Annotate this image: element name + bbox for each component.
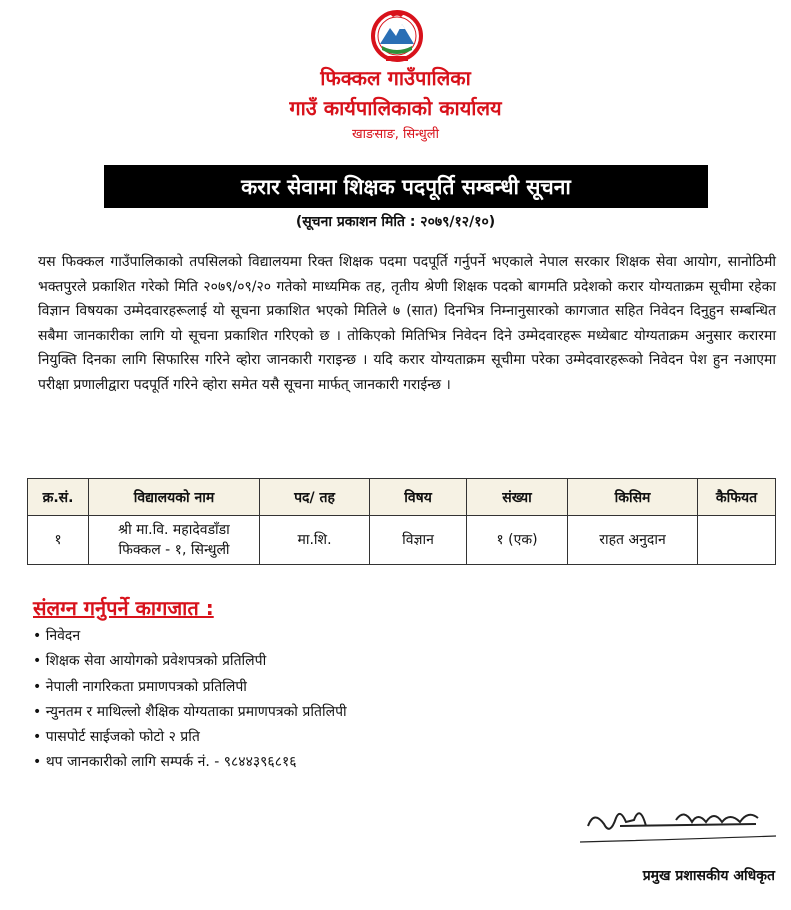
office-name: फिक्कल गाउँपालिका <box>320 66 471 90</box>
notice-title: करार सेवामा शिक्षक पदपूर्ति सम्बन्धी सूचना <box>241 174 571 199</box>
table-row <box>28 516 776 565</box>
col-header-remarks: कैफियत <box>698 479 776 516</box>
school-address: फिक्कल - १, सिन्धुली <box>118 542 230 558</box>
cell-type: राहत अनुदान <box>568 516 698 565</box>
col-header-school: विद्यालयको नाम <box>89 479 260 516</box>
cell-subject: विज्ञान <box>370 516 467 565</box>
notice-title-banner <box>104 165 708 208</box>
publication-date: (सूचना प्रकाशन मिति : २०७९/१२/१०) <box>295 214 496 230</box>
signature-image <box>580 796 776 846</box>
cell-post: मा.शि. <box>260 516 370 565</box>
attachments-list <box>33 624 347 776</box>
school-name: श्री मा.वि. महादेवडाँडा <box>118 522 230 538</box>
list-item: • थप जानकारीको लागि सम्पर्क नं. - ९८४४३९६८१६ <box>33 750 347 775</box>
table-header-row <box>28 479 776 516</box>
list-item: • निवेदन <box>33 624 347 649</box>
col-header-post: पद/ तह <box>260 479 370 516</box>
list-item: • न्युनतम र माथिल्लो शैक्षिक योग्यताका प्रमाणपत्रको प्रतिलिपी <box>33 700 347 725</box>
cell-remarks <box>698 516 776 565</box>
col-header-count: संख्या <box>467 479 568 516</box>
cell-sn: १ <box>28 516 89 565</box>
list-item: • नेपाली नागरिकता प्रमाणपत्रको प्रतिलिपी <box>33 675 347 700</box>
vacancy-table <box>27 478 776 565</box>
nepal-emblem-icon <box>368 6 426 64</box>
notice-body: यस फिक्कल गाउँपालिकाको तपसिलको विद्यालयमा रिक्त शिक्षक पदमा पदपूर्ति गर्नुपर्ने भएकाले नेपाल सरकार शिक्षक सेवा आयोग, सानोठिमी भक्तपुरले प्रकाशित गरेको मिति २०७९/०९/२० गतेको माध्यमिक तह, तृतीय श्रेणी शिक्षक पदको बागमति प्रदेशको करार योग्यताक्रम सूचीमा रहेका विज्ञान विषयका उम्मेदवारहरूलाई यो सूचना प्रकाशित भएको मितिले ७ (सात) दिनभित्र निम्नानुसारको कागजात सहित निवेदन दिनुहुन सम्बन्धित सबैमा जानकारीका लागि यो सूचना प्रकाशित गरिएको छ । तोकिएको मितिभित्र निवेदन दिने उम्मेदवारहरू मध्येबाट योग्यताक्रम अनुसार करारमा नियुक्ति दिनका लागि सिफारिस गरिने व्होरा जानकारी गराइन्छ । यदि करार योग्यताक्रम सूचीमा परेका उम्मेदवारहरूको निवेदन पेश हुन नआएमा परीक्षा प्रणालीद्वारा पदपूर्ति गरिने व्होरा समेत यसै सूचना मार्फत् जानकारी गराईन्छ । <box>38 254 776 393</box>
col-header-sn: क्र.सं. <box>28 479 89 516</box>
cell-school <box>89 516 260 565</box>
office-location: खाङसाङ, सिन्धुली <box>352 127 439 142</box>
col-header-subject: विषय <box>370 479 467 516</box>
list-item: • पासपोर्ट साईजको फोटो २ प्रति <box>33 725 347 750</box>
list-item: • शिक्षक सेवा आयोगको प्रवेशपत्रको प्रतिलिपी <box>33 649 347 674</box>
attachments-title: संलग्न गर्नुपर्ने कागजात : <box>33 596 214 620</box>
cell-count: १ (एक) <box>467 516 568 565</box>
signatory-title: प्रमुख प्रशासकीय अधिकृत <box>642 868 775 884</box>
office-subtitle: गाउँ कार्यपालिकाको कार्यालय <box>289 96 502 120</box>
col-header-type: किसिम <box>568 479 698 516</box>
